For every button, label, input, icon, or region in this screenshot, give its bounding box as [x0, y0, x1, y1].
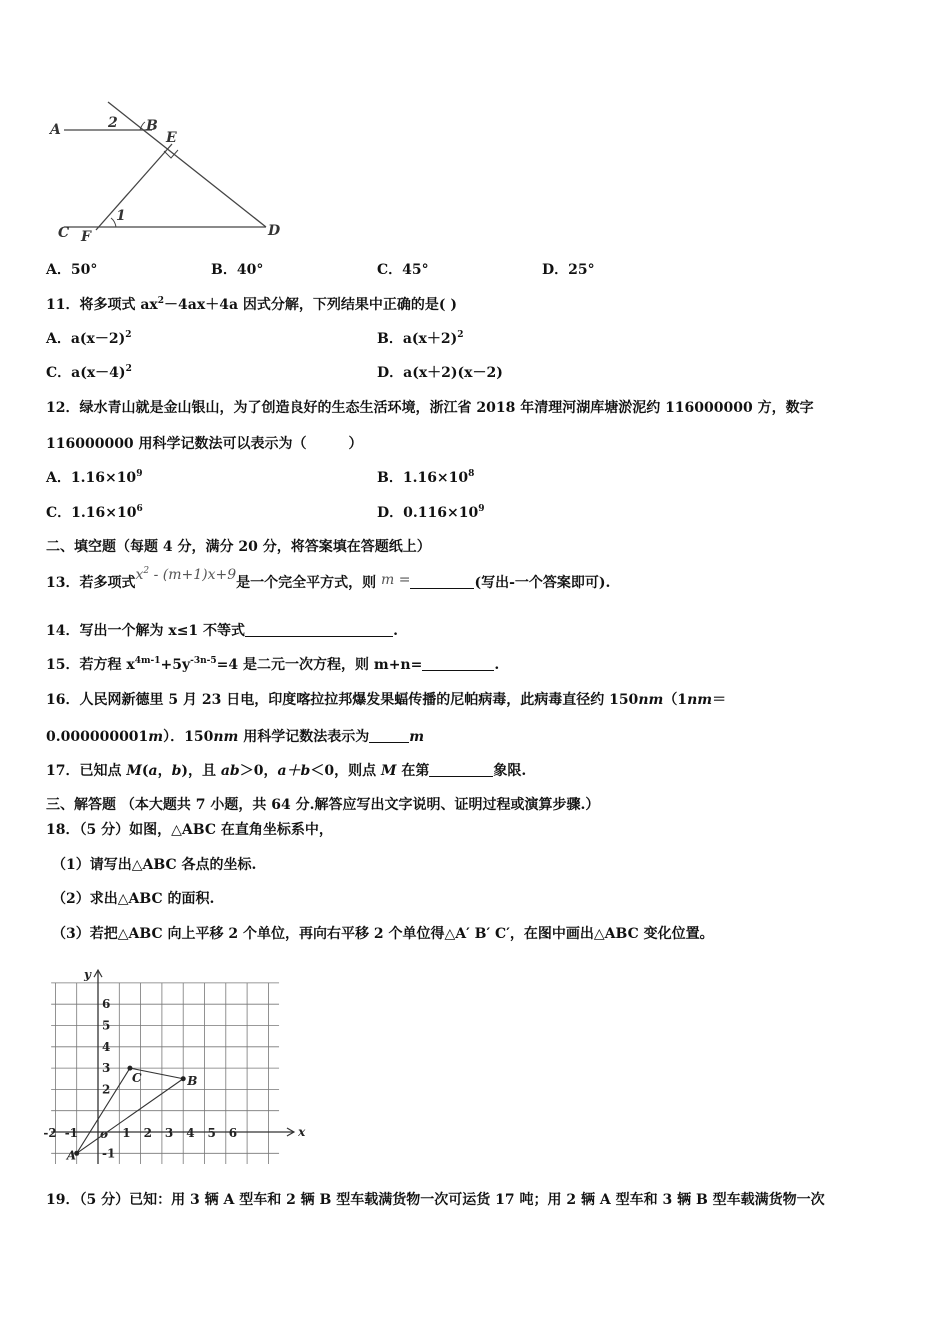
q11-option-c: C．$a(x-4)^2$ [46, 364, 132, 381]
section-3-heading: 三、解答题 （本大题共 7 小题，共 64 分.解答应写出文字说明、证明过程或演算步骤.） [46, 797, 600, 813]
q10-option-a: A．50° [46, 262, 98, 278]
y-tick-label: 6 [102, 997, 111, 1012]
q18-part1: （1）请写出△ABC 各点的坐标. [52, 857, 257, 873]
q11-stem: 11．将多项式 $ax^2-4ax+4a$ 因式分解，下列结果中正确的是( ) [46, 296, 458, 313]
q11-option-b: B．$a(x+2)^2$ [377, 330, 464, 347]
point-b [181, 1076, 186, 1081]
x-tick-label: 2 [143, 1126, 152, 1140]
label-C: C [58, 225, 70, 241]
point-c [127, 1066, 132, 1071]
label-D: D [268, 223, 281, 239]
coordinate-grid [40, 955, 306, 1165]
q15-answer-blank[interactable] [422, 656, 494, 671]
x-tick-label: 3 [164, 1126, 174, 1140]
y-tick-label: 2 [102, 1082, 111, 1097]
x-axis-label: x [298, 1125, 306, 1139]
label-1: 1 [116, 208, 126, 224]
label-E: E [166, 130, 177, 146]
q16-answer-blank[interactable] [369, 728, 409, 743]
q17-answer-blank[interactable] [429, 762, 493, 777]
origin-label: o [100, 1127, 109, 1141]
y-axis-label: y [84, 967, 91, 982]
q16-line2: 0.000000001m）．150nm 用科学记数法表示为 m [46, 729, 425, 745]
q12-option-c: C．$1.16\times 10^6$ [46, 504, 143, 521]
label-B: B [146, 118, 158, 134]
q13-answer-blank[interactable] [410, 574, 474, 589]
point-label-c: C [131, 1071, 142, 1086]
x-tick-label: -2 [43, 1126, 57, 1140]
label-2: 2 [108, 115, 118, 131]
label-F: F [81, 229, 91, 245]
q10-option-d: D．25° [542, 262, 595, 278]
q13-formula: $x^2 - (m+1)x+9$ [135, 566, 237, 583]
x-tick-label: 1 [122, 1126, 131, 1140]
y-tick-label: 5 [102, 1018, 111, 1033]
point-label-a: A [66, 1148, 77, 1163]
q12-stem-line1: 12．绿水青山就是金山银山，为了创造良好的生态生活环境，浙江省 2018 年清理河湖库塘淤泥约 116000000 方，数字 [46, 400, 814, 416]
y-tick-label: 4 [102, 1039, 111, 1054]
point-label-b: B [187, 1073, 198, 1088]
q12-stem-line2: 116000000 用科学记数法可以表示为（ ） [46, 436, 363, 452]
q11-option-a: A．$a(x-2)^2$ [46, 330, 132, 347]
q17: 17．已知点 M(a，b)，且 ab＞0，a＋b＜0，则点 M 在第 象限. [46, 763, 527, 779]
q10-option-c: C．45° [377, 262, 429, 278]
geometry-figure-q10 [44, 100, 294, 250]
q12-option-d: D．$0.116\times 10^9$ [377, 504, 485, 521]
y-tick-label: -1 [102, 1146, 116, 1161]
section-2-heading: 二、填空题（每题 4 分，满分 20 分，将答案填在答题纸上） [46, 539, 431, 555]
label-A: A [50, 122, 61, 138]
x-tick-label: -1 [64, 1126, 79, 1140]
y-tick-label: 3 [102, 1061, 111, 1076]
q13: 13．若多项式$x^2 - (m+1)x+9$是一个完全平方式，则 m = (写出-一个答案即可). [46, 566, 611, 591]
q12-option-a: A．$1.16\times 10^9$ [46, 469, 143, 486]
q19-stem: 19．（5 分）已知：用 3 辆 A 型车和 2 辆 B 型车载满货物一次可运货 17 吨；用 2 辆 A 型车和 3 辆 B 型车载满货物一次 [46, 1192, 825, 1208]
q16-line1: 16．人民网新德里 5 月 23 日电，印度喀拉拉邦爆发果蝠传播的尼帕病毒，此病毒直径约 150nm（1nm＝ [46, 692, 727, 708]
x-tick-label: 5 [207, 1126, 216, 1140]
q18-part3: （3）若把△ABC 向上平移 2 个单位，再向右平移 2 个单位得△A′ B′ C′，在图中画出△ABC 变化位置。 [52, 926, 714, 942]
line-ef [96, 144, 172, 230]
q18-stem: 18．（5 分）如图，△ABC 在直角坐标系中， [46, 822, 333, 838]
q14-answer-blank[interactable] [245, 622, 393, 637]
line-bd [108, 102, 266, 227]
q15: 15．若方程 $x^{4m-1}+5y^{-3n-5}=4$ 是二元一次方程，则 m+n= . [46, 656, 500, 673]
q12-option-b: B．$1.16\times 10^8$ [377, 469, 475, 486]
q11-option-d: D．a(x＋2)(x－2) [377, 365, 503, 381]
q10-option-b: B．40° [211, 262, 264, 278]
x-tick-label: 6 [228, 1126, 238, 1140]
q14: 14．写出一个解为 x≤1 不等式 . [46, 623, 398, 639]
q18-part2: （2）求出△ABC 的面积. [52, 891, 215, 907]
q13-m-equals: m = [381, 572, 411, 588]
x-tick-label: 4 [186, 1126, 195, 1140]
